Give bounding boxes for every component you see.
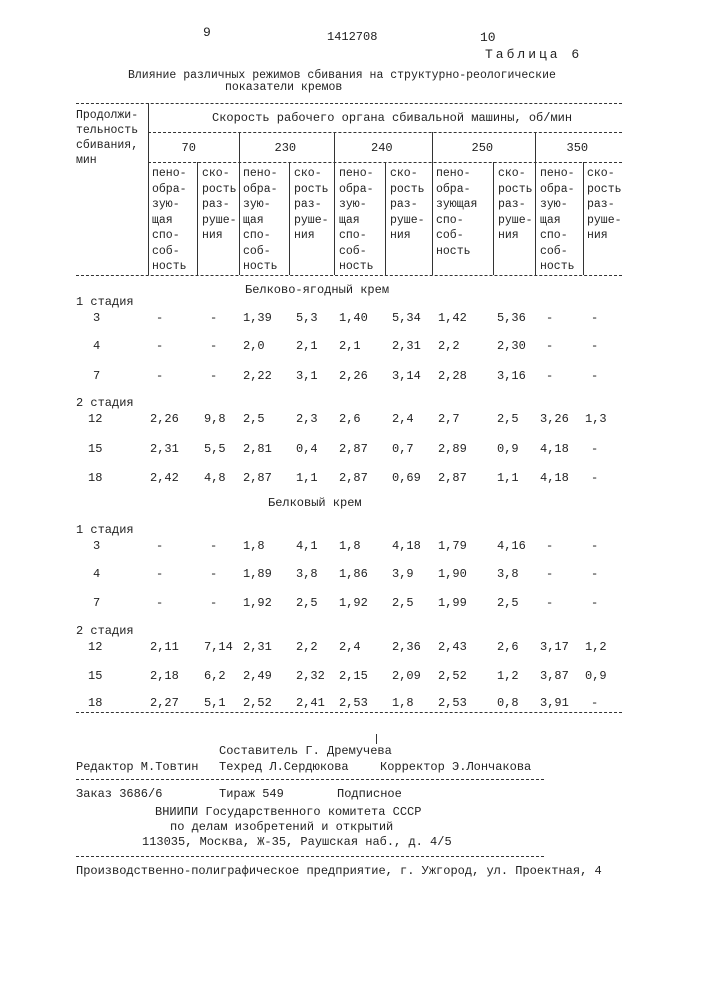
table-cell: 7,14	[204, 640, 233, 654]
table-cell: 2,41	[296, 696, 325, 710]
editor: Редактор М.Товтин	[76, 760, 198, 774]
duration-minutes: 12	[88, 412, 102, 426]
table-cell: 2,5	[497, 596, 519, 610]
table-cell: 2,7	[438, 412, 460, 426]
table-cell: 1,42	[438, 311, 467, 325]
table-cell: 1,90	[438, 567, 467, 581]
destruction-rate-header: ско- рость раз- руше- ния	[390, 166, 425, 244]
table-cell: 2,18	[150, 669, 179, 683]
subcolumn-divider	[197, 162, 198, 275]
foaming-capacity-header: пено- обра- зую- щая спо- соб- ность	[540, 166, 575, 275]
speed-250: 250	[472, 141, 494, 155]
org-line2: по делам изобретений и открытий	[170, 820, 393, 834]
table-cell: 2,0	[243, 339, 265, 353]
table-cell: 3,17	[540, 640, 569, 654]
corrector: Корректор Э.Лончакова	[380, 760, 531, 774]
duration-minutes: 3	[93, 311, 100, 325]
table-cell: 1,2	[497, 669, 519, 683]
table-cell: 2,1	[339, 339, 361, 353]
table-cell: -	[156, 311, 163, 325]
table-cell: 3,87	[540, 669, 569, 683]
subscription: Подписное	[337, 787, 402, 801]
table-cell: 2,26	[339, 369, 368, 383]
table-cell: 2,87	[339, 471, 368, 485]
table-title-line1: Влияние различных режимов сбивания на структурно-реологические	[128, 69, 556, 82]
group-divider	[239, 132, 240, 275]
table-cell: 0,4	[296, 442, 318, 456]
section-title: Белково-ягодный крем	[245, 283, 389, 297]
table-cell: 2,6	[339, 412, 361, 426]
stage-label: 2 стадия	[76, 396, 134, 410]
table-cell: 2,09	[392, 669, 421, 683]
duration-minutes: 15	[88, 669, 102, 683]
duration-minutes: 7	[93, 596, 100, 610]
table-cell: 2,4	[392, 412, 414, 426]
table-cell: 2,42	[150, 471, 179, 485]
table-cell: 5,1	[204, 696, 226, 710]
table-cell: 1,99	[438, 596, 467, 610]
table-cell: -	[591, 539, 598, 553]
table-cell: 1,92	[339, 596, 368, 610]
table-cell: 1,8	[392, 696, 414, 710]
foaming-capacity-header: пено- обра- зую- щая спо- соб- ность	[152, 166, 187, 275]
table-cell: 2,22	[243, 369, 272, 383]
table-cell: 2,87	[243, 471, 272, 485]
group-divider	[334, 132, 335, 275]
table-cell: 1,79	[438, 539, 467, 553]
table-cell: 1,86	[339, 567, 368, 581]
patent-page	[0, 0, 707, 1000]
destruction-rate-header: ско- рость раз- руше- ния	[587, 166, 622, 244]
table-cell: 3,8	[296, 567, 318, 581]
table-cell: 4,8	[204, 471, 226, 485]
stage-label: 1 стадия	[76, 295, 134, 309]
table-cell: 2,28	[438, 369, 467, 383]
table-cell: -	[156, 567, 163, 581]
table-cell: -	[210, 539, 217, 553]
order-number: Заказ 3686/6	[76, 787, 162, 801]
table-cell: 2,89	[438, 442, 467, 456]
subcolumn-divider	[289, 162, 290, 275]
duration-minutes: 7	[93, 369, 100, 383]
table-cell: 0,69	[392, 471, 421, 485]
subcolumn-divider	[583, 162, 584, 275]
table-cell: 2,32	[296, 669, 325, 683]
speed-350: 350	[567, 141, 589, 155]
table-cell: -	[591, 596, 598, 610]
subcolumn-divider	[493, 162, 494, 275]
table-cell: 2,36	[392, 640, 421, 654]
table-cell: -	[591, 471, 598, 485]
section-title: Белковый крем	[268, 496, 362, 510]
speed-240: 240	[371, 141, 393, 155]
table-cell: -	[591, 567, 598, 581]
table-cell: 2,31	[392, 339, 421, 353]
table-cell: 2,43	[438, 640, 467, 654]
table-cell: 5,34	[392, 311, 421, 325]
table-cell: -	[156, 339, 163, 353]
table-cell: 2,52	[243, 696, 272, 710]
table-cell: 5,36	[497, 311, 526, 325]
destruction-rate-header: ско- рость раз- руше- ния	[202, 166, 237, 244]
table-cell: 0,7	[392, 442, 414, 456]
table-cell: 2,53	[339, 696, 368, 710]
duration-minutes: 15	[88, 442, 102, 456]
table-cell: 2,31	[150, 442, 179, 456]
table-cell: 4,1	[296, 539, 318, 553]
table-cell: 2,5	[296, 596, 318, 610]
table-cell: -	[591, 311, 598, 325]
table-cell: 4,18	[392, 539, 421, 553]
speed-70: 70	[182, 141, 196, 155]
table-cell: -	[156, 539, 163, 553]
org-line1: ВНИИПИ Государственного комитета СССР	[155, 805, 421, 819]
stage-label: 2 стадия	[76, 624, 134, 638]
speed-header: Скорость рабочего органа сбивальной машины, об/мин	[212, 111, 572, 125]
group-divider	[432, 132, 433, 275]
table-cell: 1,1	[497, 471, 519, 485]
compiler: Составитель Г. Дремучева	[219, 744, 392, 758]
table-cell: 2,2	[438, 339, 460, 353]
table-cell: -	[591, 696, 598, 710]
table-cell: 2,3	[296, 412, 318, 426]
table-cell: 2,53	[438, 696, 467, 710]
table-cell: 9,8	[204, 412, 226, 426]
group-divider	[535, 132, 536, 275]
table-cell: -	[210, 567, 217, 581]
table-cell: 2,27	[150, 696, 179, 710]
table-cell: -	[156, 369, 163, 383]
destruction-rate-header: ско- рость раз- руше- ния	[498, 166, 533, 244]
table-title-line2: показатели кремов	[225, 81, 342, 94]
table-cell: 2,30	[497, 339, 526, 353]
table-cell: 2,5	[243, 412, 265, 426]
table-cell: 1,92	[243, 596, 272, 610]
table-cell: 3,8	[497, 567, 519, 581]
table-cell: 1,2	[585, 640, 607, 654]
stage-label: 1 стадия	[76, 523, 134, 537]
table-cell: 3,16	[497, 369, 526, 383]
subcolumn-divider	[385, 162, 386, 275]
table-cell: 1,1	[296, 471, 318, 485]
table-cell: -	[546, 339, 553, 353]
table-cell: 3,26	[540, 412, 569, 426]
table-cell: -	[546, 596, 553, 610]
duration-minutes: 4	[93, 339, 100, 353]
table-cell: 2,4	[339, 640, 361, 654]
table-cell: 2,5	[392, 596, 414, 610]
table-cell: -	[210, 339, 217, 353]
printer: Производственно-полиграфическое предприятие, г. Ужгород, ул. Проектная, 4	[76, 864, 602, 878]
techred: Техред Л.Сердюкова	[219, 760, 349, 774]
table-cell: 2,87	[438, 471, 467, 485]
table-cell: 3,1	[296, 369, 318, 383]
table-cell: -	[591, 442, 598, 456]
left-page-number: 9	[203, 25, 211, 40]
table-cell: 1,89	[243, 567, 272, 581]
table-cell: 2,6	[497, 640, 519, 654]
table-cell: -	[591, 339, 598, 353]
table-cell: -	[546, 311, 553, 325]
table-cell: -	[210, 369, 217, 383]
table-cell: 4,18	[540, 442, 569, 456]
foaming-capacity-header: пено- обра- зую- щая спо- соб- ность	[339, 166, 374, 275]
table-cell: -	[546, 369, 553, 383]
speed-230: 230	[275, 141, 297, 155]
table-cell: 6,2	[204, 669, 226, 683]
table-cell: 4,18	[540, 471, 569, 485]
duration-header: Продолжи- тельность сбивания, мин	[76, 108, 138, 168]
table-cell: 2,31	[243, 640, 272, 654]
table-cell: -	[210, 596, 217, 610]
duration-minutes: 4	[93, 567, 100, 581]
duration-minutes: 3	[93, 539, 100, 553]
table-cell: 1,3	[585, 412, 607, 426]
table-cell: 2,5	[497, 412, 519, 426]
table-cell: 5,5	[204, 442, 226, 456]
table-cell: 2,52	[438, 669, 467, 683]
table-cell: -	[546, 567, 553, 581]
table-cell: 2,1	[296, 339, 318, 353]
table-cell: 0,8	[497, 696, 519, 710]
table-cell: 2,2	[296, 640, 318, 654]
table-cell: 2,26	[150, 412, 179, 426]
table-cell: 2,81	[243, 442, 272, 456]
table-cell: 5,3	[296, 311, 318, 325]
right-page-number: 10	[480, 30, 496, 45]
table-cell: 1,39	[243, 311, 272, 325]
table-cell: 2,49	[243, 669, 272, 683]
table-cell: 0,9	[585, 669, 607, 683]
patent-number: 1412708	[327, 30, 377, 44]
table-cell: 0,9	[497, 442, 519, 456]
table-cell: -	[156, 596, 163, 610]
table-label: Таблица 6	[485, 47, 582, 62]
table-cell: 3,14	[392, 369, 421, 383]
foaming-capacity-header: пено- обра- зую- щая спо- соб- ность	[243, 166, 278, 275]
address: 113035, Москва, Ж-35, Раушская наб., д. 4/5	[142, 835, 452, 849]
table-cell: 1,40	[339, 311, 368, 325]
duration-minutes: 18	[88, 696, 102, 710]
table-cell: 3,91	[540, 696, 569, 710]
duration-minutes: 18	[88, 471, 102, 485]
table-cell: 3,9	[392, 567, 414, 581]
table-cell: 1,8	[339, 539, 361, 553]
destruction-rate-header: ско- рость раз- руше- ния	[294, 166, 329, 244]
table-cell: -	[591, 369, 598, 383]
duration-minutes: 12	[88, 640, 102, 654]
table-cell: 1,8	[243, 539, 265, 553]
table-cell: -	[546, 539, 553, 553]
circulation: Тираж 549	[219, 787, 284, 801]
foaming-capacity-header: пено- обра- зующая спо- соб- ность	[436, 166, 477, 259]
table-cell: 2,15	[339, 669, 368, 683]
table-cell: 4,16	[497, 539, 526, 553]
table-cell: 2,11	[150, 640, 179, 654]
table-cell: -	[210, 311, 217, 325]
table-cell: 2,87	[339, 442, 368, 456]
